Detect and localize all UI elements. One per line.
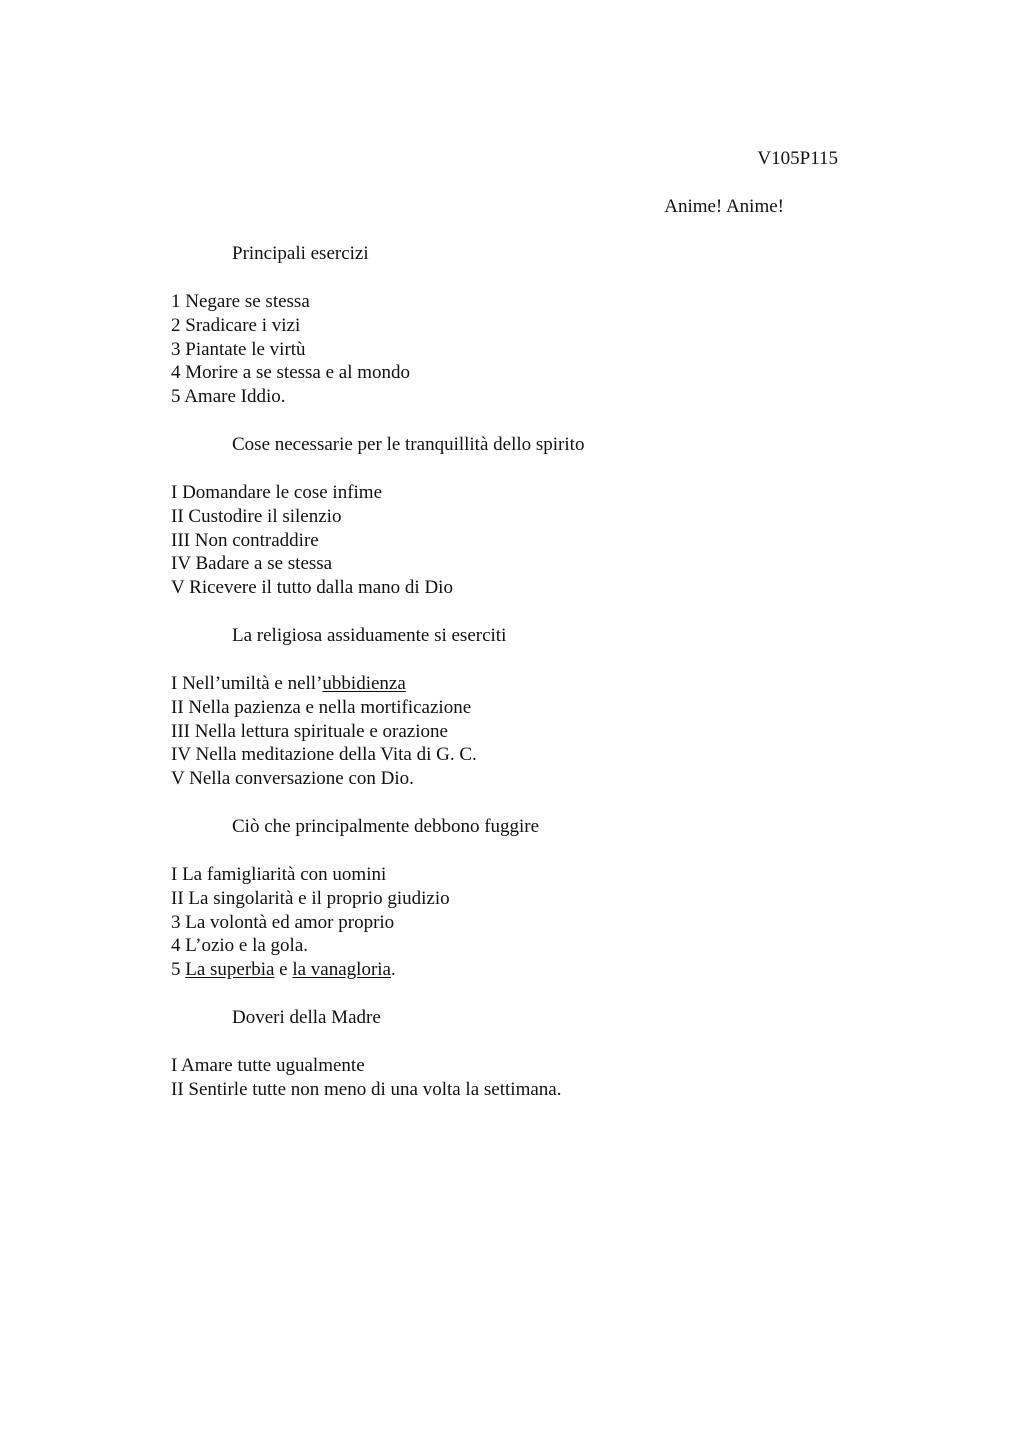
item-number: V xyxy=(171,577,185,599)
item-number: I xyxy=(171,672,178,694)
item-text: Morire a se stessa e al mondo xyxy=(185,362,411,384)
list-item xyxy=(171,720,931,744)
item-number: 1 xyxy=(171,291,181,312)
item-text: Badare a se stessa xyxy=(195,553,333,575)
section-list xyxy=(171,672,931,791)
list-item xyxy=(171,767,931,791)
item-number: I xyxy=(171,863,178,885)
motto: Anime! Anime! xyxy=(664,196,784,217)
item-text: e xyxy=(274,959,293,981)
list-item xyxy=(171,290,931,314)
item-number: IV xyxy=(171,553,191,575)
section-doveri-madre xyxy=(171,1006,931,1102)
item-text: Nella meditazione della Vita di G. C. xyxy=(195,744,477,766)
item-number: 4 xyxy=(171,935,181,957)
section-list xyxy=(171,290,931,409)
underlined-text: ubbidienza xyxy=(322,672,406,694)
item-number: III xyxy=(171,720,190,742)
item-number: III xyxy=(171,529,190,551)
item-number: 2 xyxy=(171,314,181,336)
section-principali-esercizi xyxy=(171,242,931,409)
item-text: Sentirle tutte non meno di una volta la settimana. xyxy=(188,1078,562,1100)
list-item xyxy=(171,1078,931,1102)
item-number: I xyxy=(171,481,178,503)
list-item xyxy=(171,576,931,600)
list-item xyxy=(171,481,931,505)
section-heading: Ciò che principalmente debbono fuggire xyxy=(232,815,540,837)
item-text: Nella lettura spirituale e orazione xyxy=(194,720,448,742)
item-number: II xyxy=(171,696,184,718)
item-text: Amare Iddio. xyxy=(184,386,286,408)
list-item xyxy=(171,552,931,576)
item-number: 5 xyxy=(171,386,181,408)
item-text: Ricevere il tutto dalla mano di Dio xyxy=(189,577,453,599)
item-number: II xyxy=(171,1078,184,1100)
list-item xyxy=(171,743,931,767)
item-number: II xyxy=(171,887,184,909)
item-text: Nella pazienza e nella mortificazione xyxy=(188,696,472,718)
item-number: 5 xyxy=(171,959,181,981)
item-number: 3 xyxy=(171,338,181,360)
list-item xyxy=(171,338,931,362)
section-list xyxy=(171,1054,931,1102)
item-text: Nell’umiltà e nell’ xyxy=(182,672,323,694)
section-heading: Principali esercizi xyxy=(232,243,369,264)
section-cose-necessarie xyxy=(171,433,931,600)
item-text: Custodire il silenzio xyxy=(188,505,342,527)
section-cio-fuggire xyxy=(171,815,931,982)
section-heading: La religiosa assiduamente si eserciti xyxy=(232,624,507,646)
section-heading: Doveri della Madre xyxy=(232,1006,381,1028)
item-text: Nella conversazione con Dio. xyxy=(189,768,414,790)
item-text: La famigliarità con uomini xyxy=(182,863,387,885)
item-number: I xyxy=(171,1054,178,1076)
item-text: L’ozio e la gola. xyxy=(185,935,309,957)
underlined-text: la vanagloria xyxy=(292,959,391,981)
list-item xyxy=(171,863,931,887)
item-number: V xyxy=(171,768,185,790)
item-text: La volontà ed amor proprio xyxy=(185,911,395,933)
section-religiosa-eserciti xyxy=(171,624,931,791)
list-item xyxy=(171,958,931,982)
item-text: Domandare le cose infime xyxy=(182,481,383,503)
list-item xyxy=(171,505,931,529)
item-text: Piantate le virtù xyxy=(185,338,306,360)
section-list xyxy=(171,481,931,600)
item-number: 4 xyxy=(171,362,181,384)
list-item xyxy=(171,385,931,409)
list-item xyxy=(171,314,931,338)
list-item xyxy=(171,361,931,385)
list-item xyxy=(171,887,931,911)
item-text: . xyxy=(391,959,396,981)
list-item xyxy=(171,672,931,696)
item-number: IV xyxy=(171,744,191,766)
item-text: Sradicare i vizi xyxy=(185,314,301,336)
list-item xyxy=(171,696,931,720)
list-item xyxy=(171,529,931,553)
item-text: Amare tutte ugualmente xyxy=(181,1054,365,1076)
underlined-text: La superbia xyxy=(185,959,275,981)
list-item xyxy=(171,911,931,935)
item-text: La singolarità e il proprio giudizio xyxy=(188,887,450,909)
item-text: Non contraddire xyxy=(194,529,319,551)
item-text: Negare se stessa xyxy=(185,291,310,312)
document-body xyxy=(171,242,931,1126)
section-list xyxy=(171,863,931,982)
page-reference: V105P115 xyxy=(757,148,838,169)
item-number: II xyxy=(171,505,184,527)
item-number: 3 xyxy=(171,911,181,933)
list-item xyxy=(171,934,931,958)
list-item xyxy=(171,1054,931,1078)
section-heading: Cose necessarie per le tranquillità dello spirito xyxy=(232,433,585,455)
